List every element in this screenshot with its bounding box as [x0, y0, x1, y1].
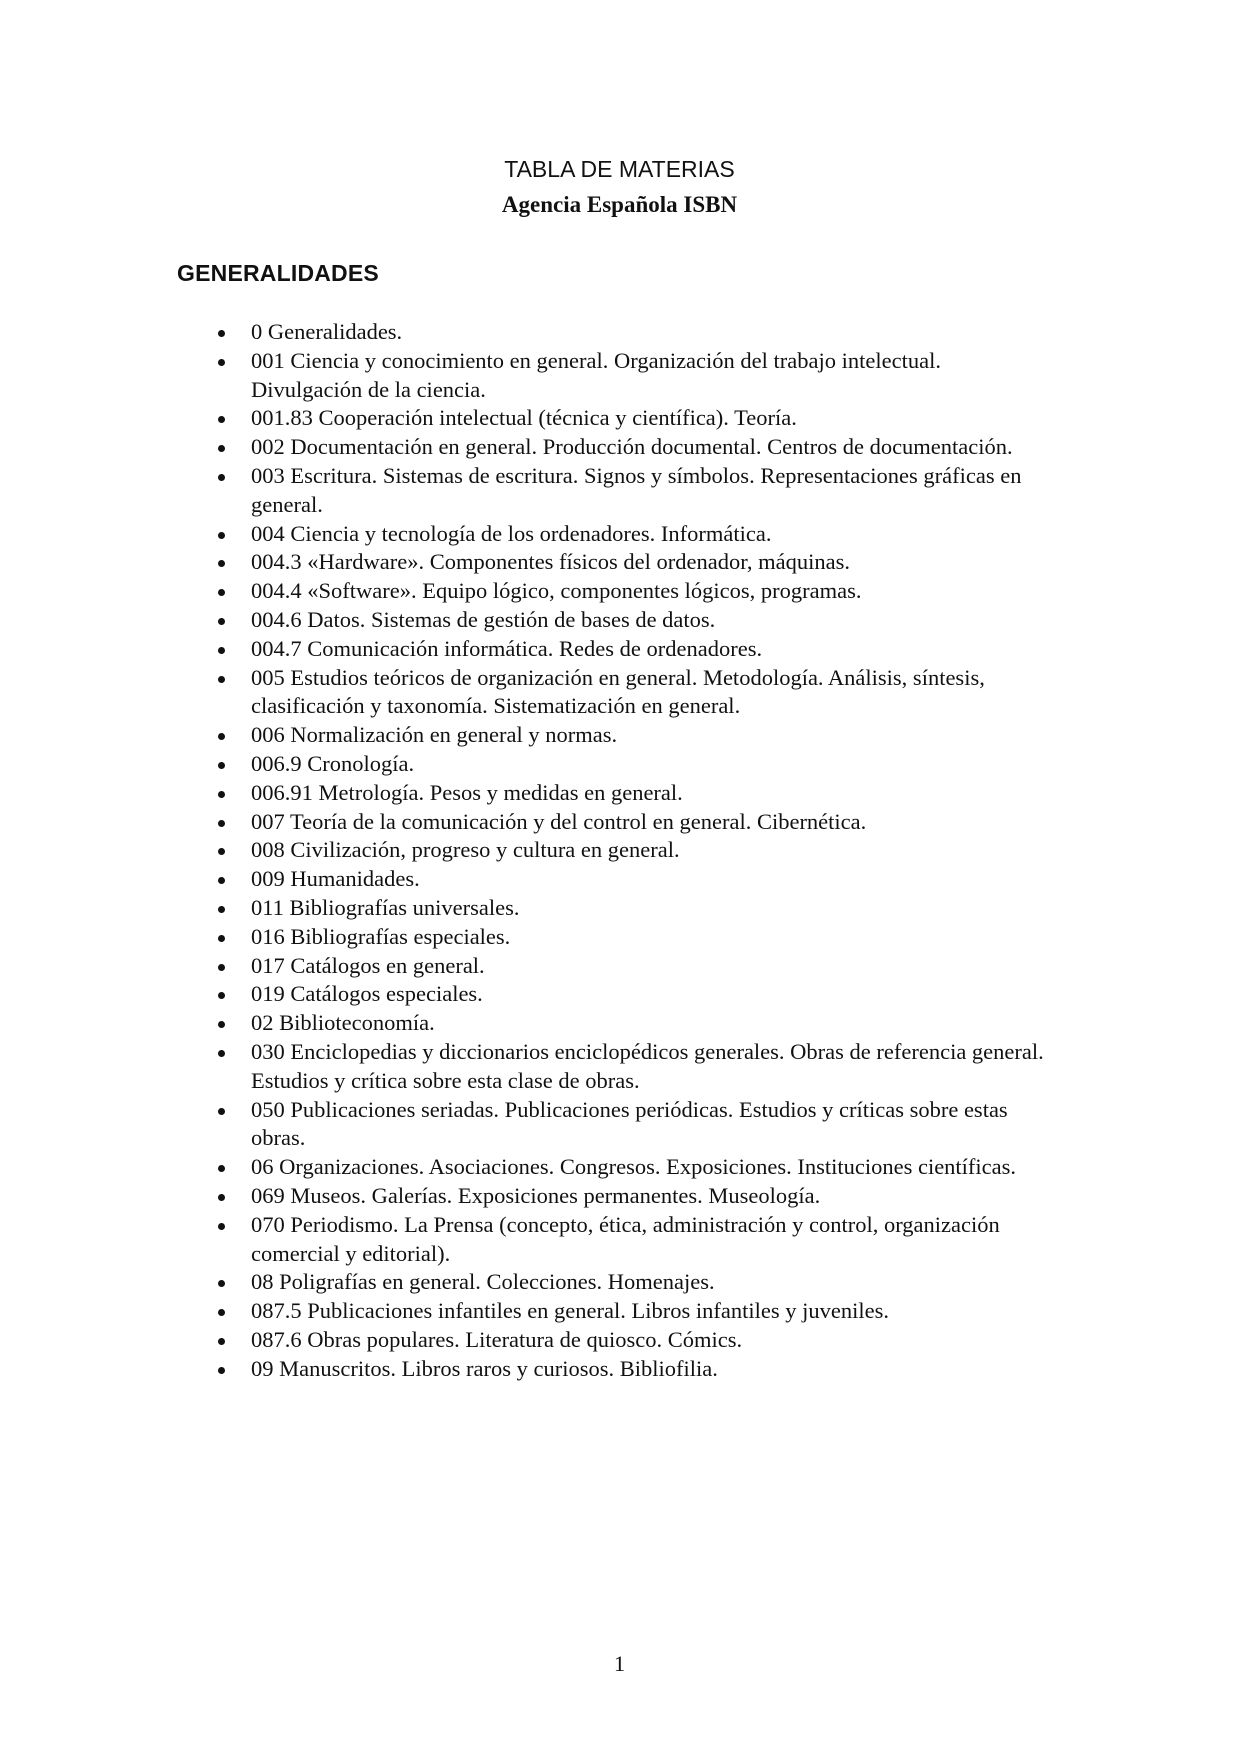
list-item [216, 433, 1046, 462]
list-item [216, 952, 1046, 981]
list-item-text: 009 Humanidades. [251, 866, 420, 892]
list-item-text: 070 Periodismo. La Prensa (concepto, ética, administración y control, organización comercial y editorial). [251, 1211, 1000, 1266]
page-number: 1 [613, 1651, 626, 1676]
list-item-text: 007 Teoría de la comunicación y del control en general. Cibernética. [251, 808, 867, 834]
list-item-text: 087.5 Publicaciones infantiles en general. Libros infantiles y juveniles. [251, 1298, 889, 1324]
list-item [216, 1038, 1046, 1096]
page-subtitle: Agencia Española ISBN [501, 192, 738, 217]
bullet-icon [218, 359, 225, 366]
bullet-icon [218, 791, 225, 798]
list-item-text: 017 Catálogos en general. [251, 952, 485, 978]
bullet-icon [218, 1309, 225, 1316]
list-item-text: 0 Generalidades. [251, 319, 403, 344]
list-item [216, 836, 1046, 865]
list-item-text: 004.6 Datos. Sistemas de gestión de bases de datos. [251, 606, 716, 632]
list-item [216, 520, 1046, 549]
bullet-icon [218, 877, 225, 884]
list-item [216, 1009, 1046, 1038]
list-item [216, 606, 1046, 635]
bullet-icon [218, 733, 225, 740]
list-item [216, 635, 1046, 664]
list-item [216, 404, 1046, 433]
list-item-text: 069 Museos. Galerías. Exposiciones permanentes. Museología. [251, 1182, 821, 1208]
list-item-text: 08 Poligrafías en general. Colecciones. Homenajes. [251, 1269, 715, 1295]
bullet-icon [218, 445, 225, 452]
bullet-icon [218, 532, 225, 539]
bullet-icon [218, 1338, 225, 1345]
page-title: TABLA DE MATERIAS [504, 156, 735, 182]
list-item-text: 016 Bibliografías especiales. [251, 923, 511, 949]
list-item-text: 006.91 Metrología. Pesos y medidas en general. [251, 779, 683, 805]
list-item-text: 004 Ciencia y tecnología de los ordenadores. Informática. [251, 520, 772, 546]
bullet-icon [218, 589, 225, 596]
list-item [216, 980, 1046, 1009]
list-item-text: 06 Organizaciones. Asociaciones. Congresos. Exposiciones. Instituciones científicas. [251, 1154, 1017, 1180]
list-item-text: 008 Civilización, progreso y cultura en general. [251, 837, 680, 863]
list-item [216, 750, 1046, 779]
list-item [216, 1297, 1046, 1326]
bullet-icon [218, 1108, 225, 1115]
list-item-text: 004.7 Comunicación informática. Redes de ordenadores. [251, 635, 763, 661]
list-item-text: 02 Biblioteconomía. [251, 1010, 435, 1036]
bullet-icon [218, 560, 225, 567]
subject-list [216, 318, 1046, 1383]
bullet-icon [218, 964, 225, 971]
bullet-icon [218, 416, 225, 423]
list-item-text: 004.3 «Hardware». Componentes físicos del ordenador, máquinas. [251, 549, 850, 575]
list-item-text: 050 Publicaciones seriadas. Publicaciones periódicas. Estudios y críticas sobre estas obras. [251, 1096, 1008, 1151]
list-item [216, 1355, 1046, 1384]
list-item-text: 09 Manuscritos. Libros raros y curiosos. Bibliofilia. [251, 1355, 718, 1381]
list-item [216, 1153, 1046, 1182]
list-item [216, 923, 1046, 952]
list-item [216, 894, 1046, 923]
bullet-icon [218, 1223, 225, 1230]
bullet-icon [218, 647, 225, 654]
list-item [216, 779, 1046, 808]
list-item-text: 003 Escritura. Sistemas de escritura. Signos y símbolos. Representaciones gráficas en general. [251, 462, 1022, 517]
list-item [216, 1326, 1046, 1355]
bullet-icon [218, 474, 225, 481]
bullet-icon [218, 1280, 225, 1287]
list-item-text: 004.4 «Software». Equipo lógico, componentes lógicos, programas. [251, 578, 862, 604]
list-item [216, 548, 1046, 577]
section-heading: GENERALIDADES [177, 260, 379, 286]
list-item-text: 006.9 Cronología. [251, 750, 415, 776]
list-item [216, 1182, 1046, 1211]
list-item [216, 664, 1046, 722]
list-item [216, 865, 1046, 894]
list-item [216, 318, 1046, 347]
list-item [216, 1211, 1046, 1269]
bullet-icon [218, 762, 225, 769]
list-item [216, 347, 1046, 405]
bullet-icon [218, 992, 225, 999]
bullet-icon [218, 848, 225, 855]
bullet-icon [218, 618, 225, 625]
list-item-text: 011 Bibliografías universales. [251, 894, 520, 920]
list-item [216, 577, 1046, 606]
bullet-icon [218, 676, 225, 683]
list-item-text: 019 Catálogos especiales. [251, 981, 483, 1007]
list-item-text: 006 Normalización en general y normas. [251, 722, 618, 748]
list-item-text: 002 Documentación en general. Producción documental. Centros de documentación. [251, 434, 1013, 460]
list-item [216, 808, 1046, 837]
bullet-icon [218, 330, 225, 337]
bullet-icon [218, 820, 225, 827]
list-item-text: 001.83 Cooperación intelectual (técnica y científica). Teoría. [251, 405, 797, 431]
bullet-icon [218, 1021, 225, 1028]
bullet-icon [218, 1194, 225, 1201]
list-item [216, 1096, 1046, 1154]
list-item [216, 721, 1046, 750]
bullet-icon [218, 1165, 225, 1172]
list-item-text: 001 Ciencia y conocimiento en general. Organización del trabajo intelectual. Divulgación de la ciencia. [251, 347, 941, 402]
bullet-icon [218, 935, 225, 942]
bullet-icon [218, 1367, 225, 1374]
bullet-icon [218, 1050, 225, 1057]
list-item [216, 462, 1046, 520]
list-item-text: 030 Enciclopedias y diccionarios enciclopédicos generales. Obras de referencia general. Estudios y crítica sobre esta clase de obras. [251, 1038, 1044, 1093]
list-item-text: 087.6 Obras populares. Literatura de quiosco. Cómics. [251, 1326, 743, 1352]
list-item-text: 005 Estudios teóricos de organización en general. Metodología. Análisis, síntesis, clasificación y taxonomía. Sistematización en general. [251, 664, 985, 719]
bullet-icon [218, 906, 225, 913]
list-item [216, 1268, 1046, 1297]
